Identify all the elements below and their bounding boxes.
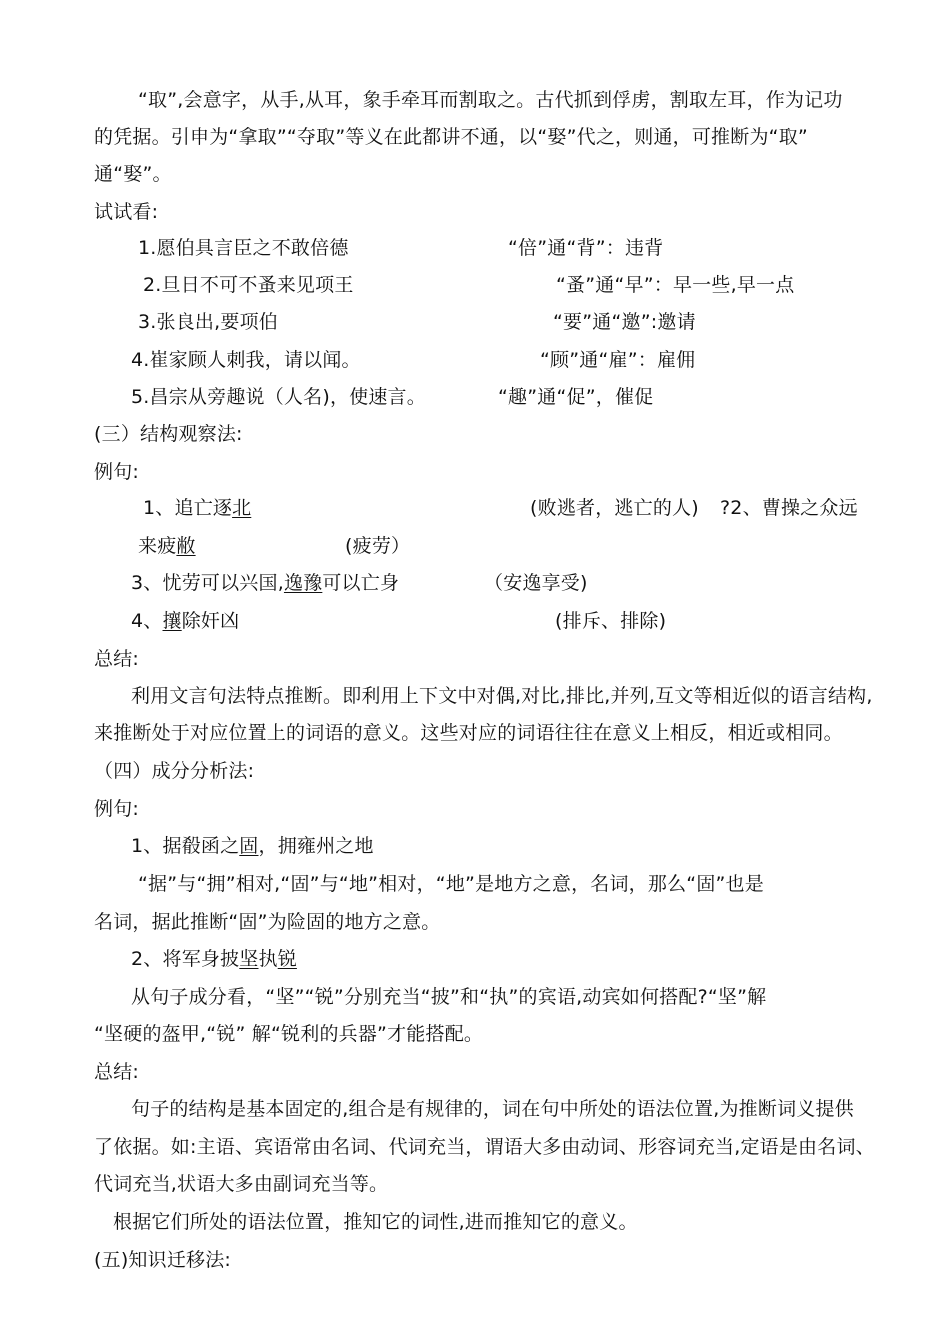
summary-line: 句子的结构是基本固定的,组合是有规律的，词在句中所处的语法位置,为推断词义提供 [131,1098,854,1120]
key-word: 坚 [239,948,259,970]
key-word: 固 [239,835,259,857]
example-sentence: 4、攘除奸凶 [131,610,240,632]
summary-line: 根据它们所处的语法位置，推知它的词性,进而推知它的意义。 [113,1211,638,1233]
try-sentence: 1.愿伯具言臣之不敢倍德 [138,237,349,259]
example-note: (败逃者，逃亡的人) [530,497,699,519]
summary-line: 代词充当,状语大多由副词充当等。 [94,1173,389,1195]
paragraph-line: 的凭据。引申为“拿取”“夺取”等义在此都讲不通，以“娶”代之，则通，可推断为“取” [94,126,808,148]
example-note: （安逸享受) [484,572,588,594]
summary-line: 利用文言句法特点推断。即利用上下文中对偶,对比,排比,并列,互文等相近似的语言结构, [131,685,873,707]
example-label: 例句: [94,461,140,483]
explanation-line: “据”与“拥”相对,“固”与“地”相对，“地”是地方之意，名词，那么“固”也是 [138,873,764,895]
section-heading: (三）结构观察法: [94,423,243,445]
example-sentence: 3、忧劳可以兴国,逸豫可以亡身 [131,572,400,594]
key-word: 逸豫 [283,572,323,594]
try-answer: “蚤”通“早”：早一些,早一点 [556,274,795,296]
try-sentence: 2.旦日不可不蚤来见项王 [143,274,354,296]
explanation-line: 从句子成分看，“坚”“锐”分别充当“披”和“执”的宾语,动宾如何搭配?“坚”解 [131,986,767,1008]
key-word: 攘 [162,610,182,632]
example-sentence: 2、将军身披坚执锐 [131,948,297,970]
paragraph-line: 通“娶”。 [94,163,172,185]
paragraph-line: “取”,会意字，从手,从耳，象手牵耳而割取之。古代抓到俘虏，割取左耳，作为记功 [138,89,843,111]
key-word: 敝 [176,535,196,557]
try-sentence: 4.崔家顾人刺我，请以闻。 [131,349,361,371]
example-sentence: 来疲敝 [138,535,196,557]
explanation-line: 名词，据此推断“固”为险固的地方之意。 [94,911,441,933]
try-answer: “倍”通“背”：违背 [508,237,664,259]
try-sentence: 5.昌宗从旁趣说（人名)，使速言。 [131,386,426,408]
try-answer: “趣”通“促”，催促 [498,386,654,408]
example-note: (排斥、排除) [555,610,667,632]
try-answer: “要”通“邀”:邀请 [553,311,696,333]
section-heading: (五)知识迁移法: [94,1249,232,1271]
summary-line: 了依据。如:主语、宾语常由名词、代词充当，谓语大多由动词、形容词充当,定语是由名词、 [94,1136,875,1158]
example-label: 例句: [94,798,140,820]
example-sentence: 1、追亡逐北 [143,497,252,519]
explanation-line: “坚硬的盔甲,“锐” 解“锐利的兵器”才能搭配。 [94,1023,484,1045]
section-heading: （四）成分分析法: [94,760,255,782]
example-note: (疲劳） [345,535,411,557]
key-word: 北 [232,497,252,519]
summary-line: 来推断处于对应位置上的词语的意义。这些对应的词语往往在意义上相反，相近或相同。 [94,722,843,744]
summary-label: 总结: [94,648,140,670]
summary-label: 总结: [94,1061,140,1083]
key-word: 锐 [277,948,297,970]
example-sentence: 1、据殽函之固，拥雍州之地 [131,835,374,857]
try-sentence: 3.张良出,要项伯 [138,311,278,333]
try-heading: 试试看: [94,201,159,223]
example-sentence: ?2、曹操之众远 [720,497,858,519]
try-answer: “顾”通“雇”：雇佣 [540,349,696,371]
